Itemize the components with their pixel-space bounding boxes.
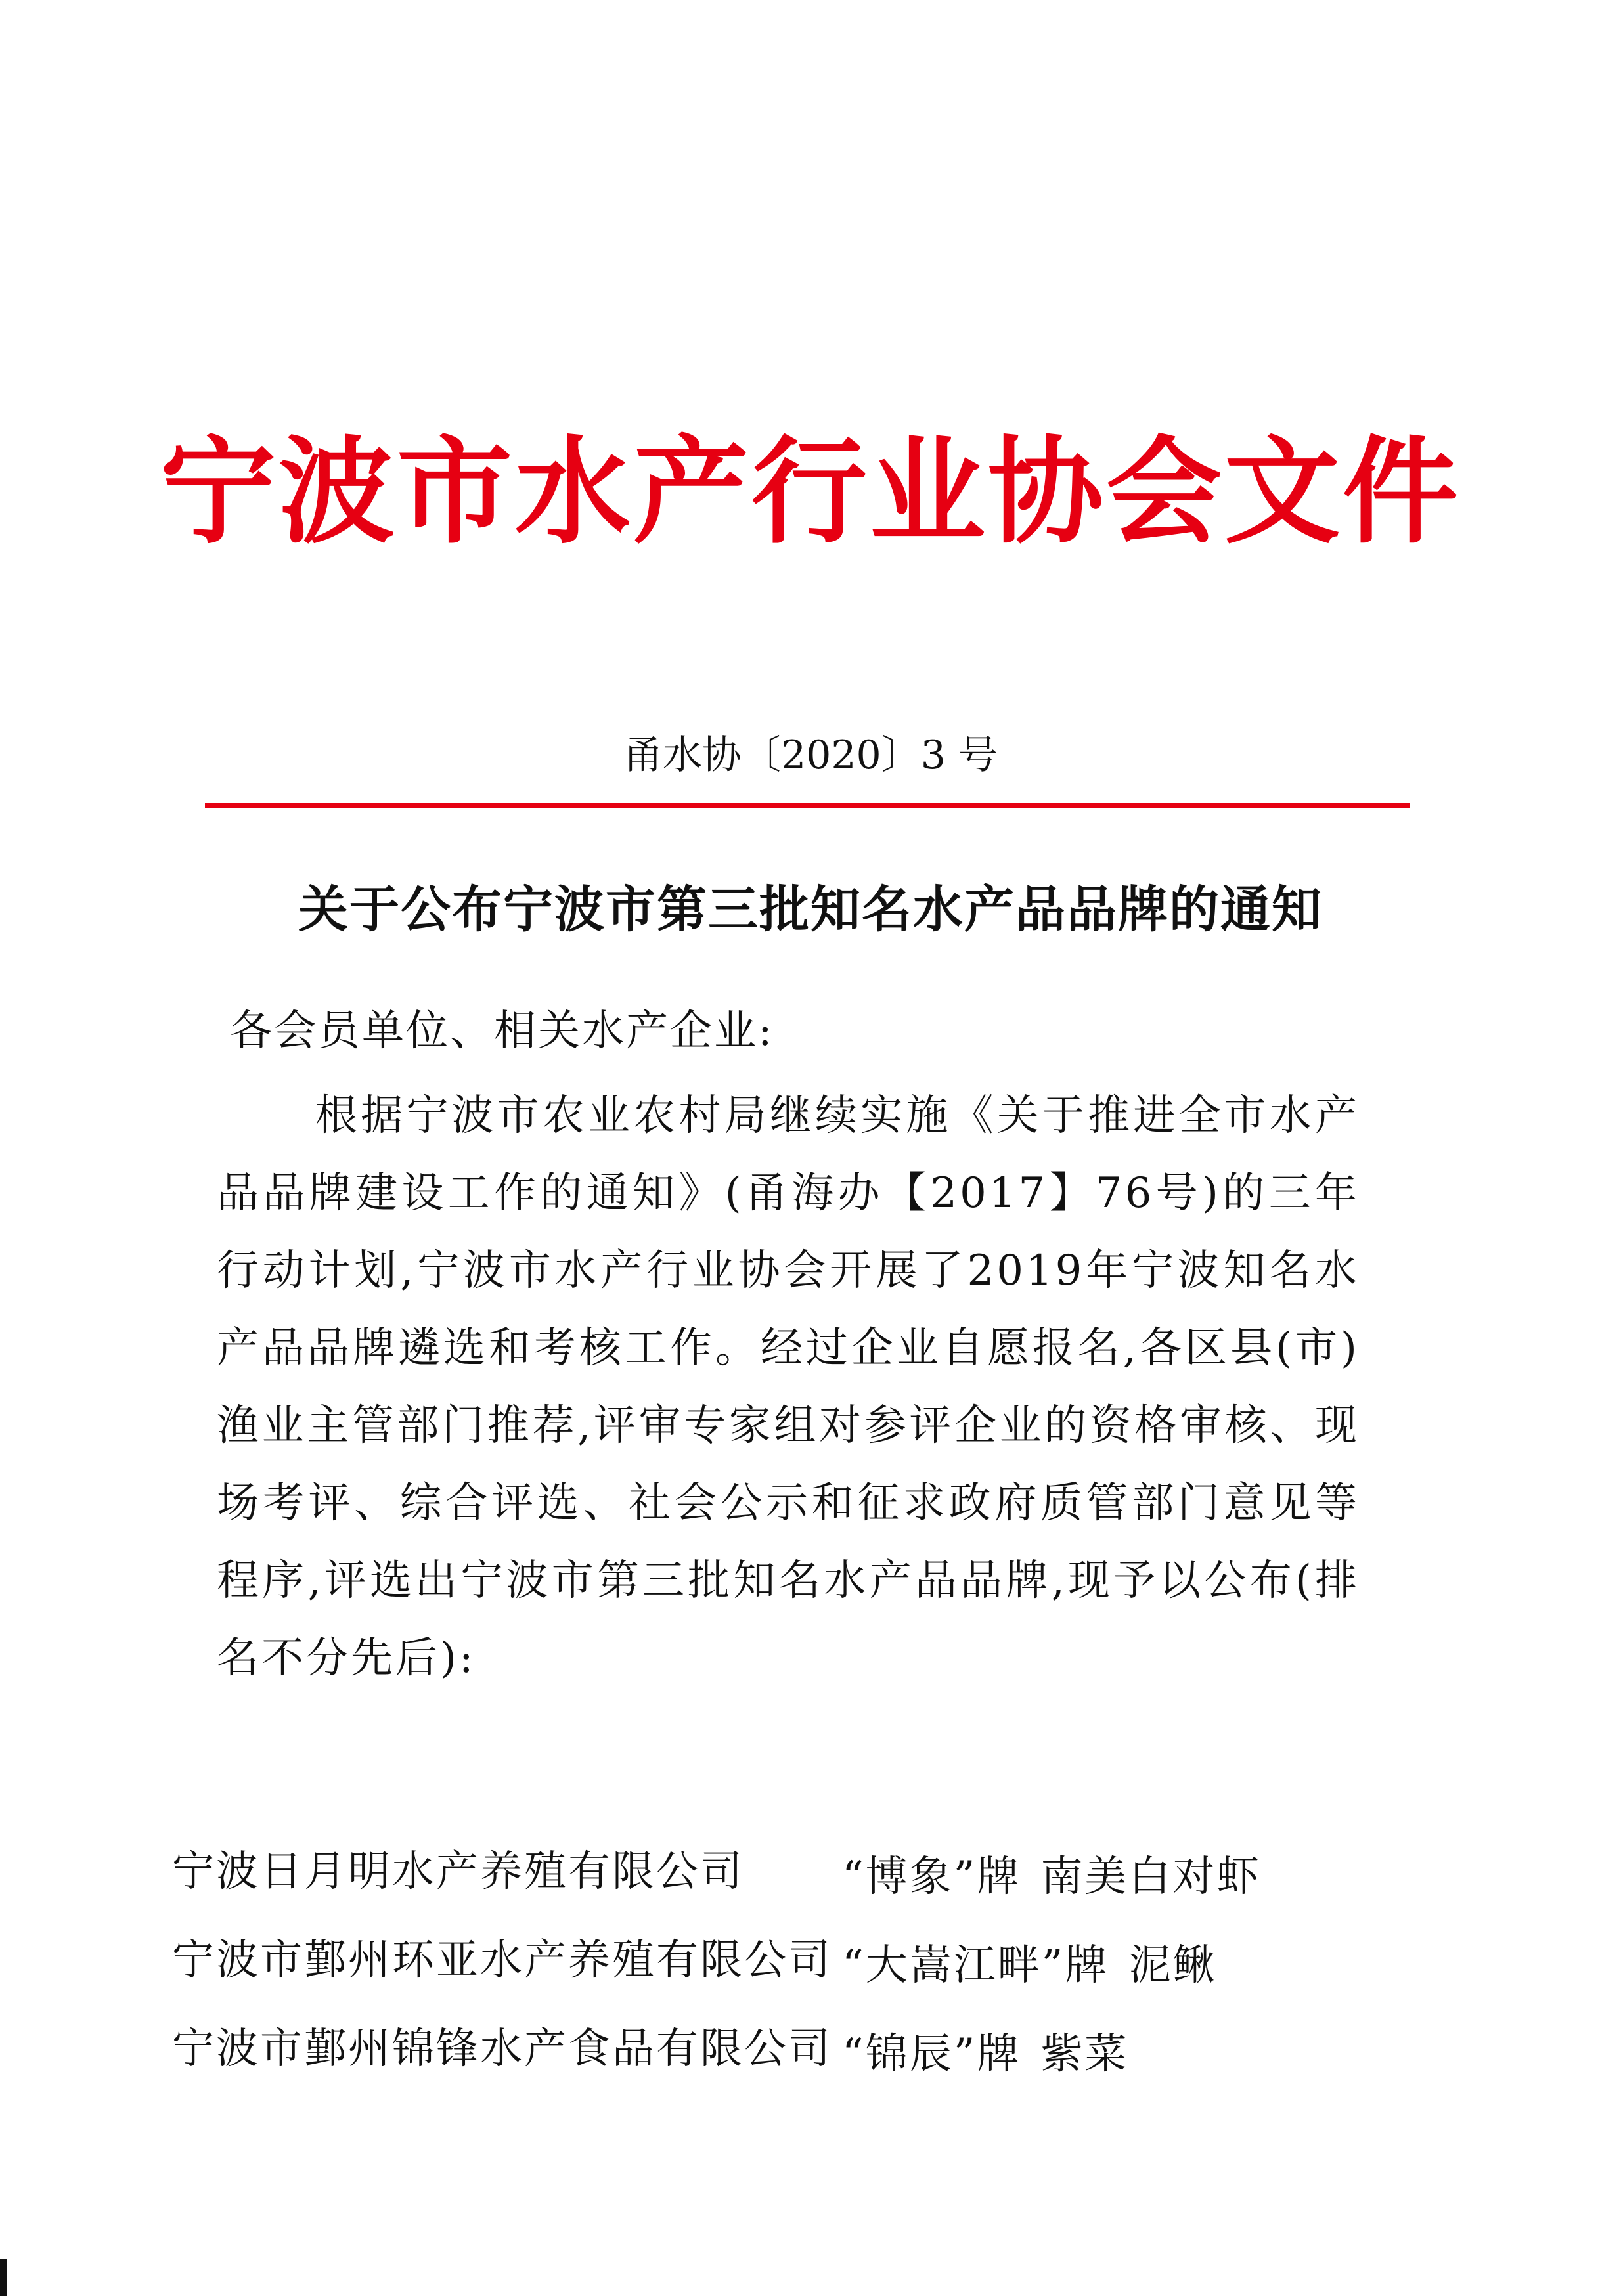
brand-entry [842,1844,1260,1910]
product-name: 南美白对虾 [1040,1853,1261,1901]
scan-edge-mark [0,2259,7,2296]
brand-list-item [172,2016,1354,2105]
product-name: 泥鳅 [1128,1941,1217,1990]
brand-entry [842,1933,1216,1998]
salutation: 各会员单位、相关水产企业: [230,1007,774,1055]
company-name: 宁波日月明水产养殖有限公司 [172,1847,744,1896]
document-number: 甬水协〔2020〕3 号 [623,732,998,778]
body-paragraph: 根据宁波市农业农村局继续实施《关于推进全市水产品品牌建设工作的通知》(甬海办【2017】76号)的三年行动计划,宁波市水产行业协会开展了2019年宁波知名水产品品牌遴选和考核工作。经过企业自愿报名,各区县(市)渔业主管部门推荐,评审专家组对参评企业的资格审核、现场考评、综合评选、社会公示和征求政府质管部门意见等程序,评选出宁波市第三批知名水产品品牌,现予以公布(排名不分先后): [217,1092,1360,1683]
brand-list-item [172,1839,1354,1928]
document-header-title: 宁波市水产行业协会文件 [160,425,1461,560]
brand-list-item [172,1928,1354,2016]
red-divider-line [205,803,1410,808]
brand-name: “博象”牌 [842,1853,1021,1901]
company-name: 宁波市鄞州环亚水产养殖有限公司 [172,1936,832,1985]
notice-title: 关于公布宁波市第三批知名水产品品牌的通知 [298,880,1323,938]
brand-entry [842,2021,1128,2087]
brand-name: “大嵩江畔”牌 [842,1941,1109,1990]
brand-name: “锦辰”牌 [842,2030,1021,2079]
product-name: 紫菜 [1040,2030,1129,2079]
company-name: 宁波市鄞州锦锋水产食品有限公司 [172,2025,832,2073]
brand-list [172,1839,1354,2105]
